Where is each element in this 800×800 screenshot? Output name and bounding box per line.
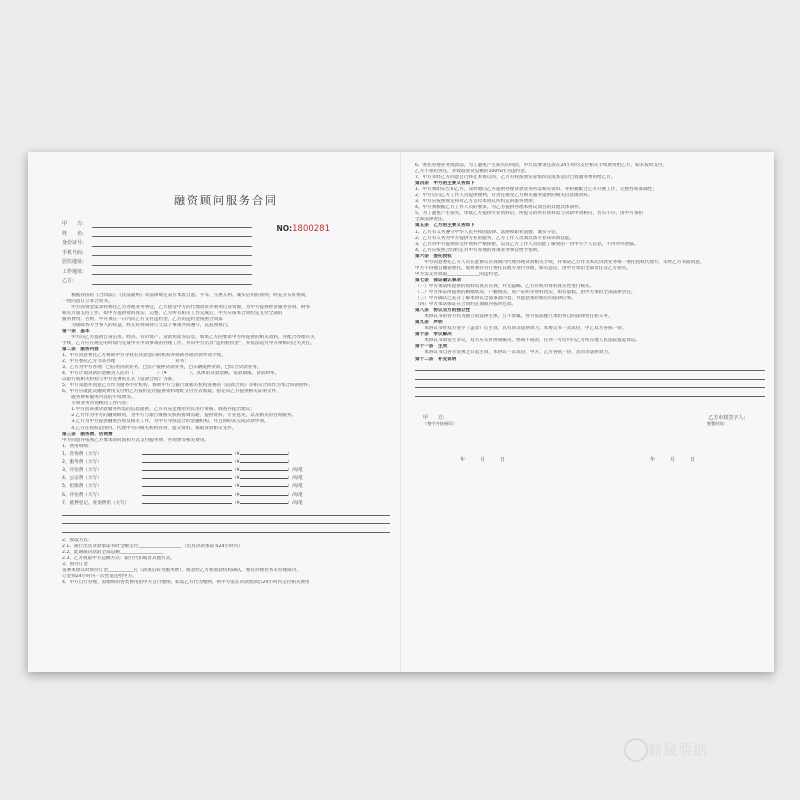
fee-number-field[interactable] [240,482,288,487]
fee-amount-field[interactable] [142,466,232,471]
fee-number-field[interactable] [240,491,288,496]
party-a-sign: 甲 方: [423,414,445,421]
party-field-label: 乙方: [62,278,74,285]
blank-line [62,516,390,525]
clause-line: 2、收取方式： [62,537,93,543]
party-field-label: 居住地址: [62,259,84,266]
party-field-label: 甲 方: [62,221,84,228]
clause-line: 甲方不得擅自撤销委托，或将委托另行委托其他方进行办理，如有违反，由甲方承担全部责任及乙方损失。 [415,265,631,271]
fee-item-row: 4、公证费（大写） （¥ ）/每笔 [62,474,390,482]
blank-line [62,507,390,516]
clause-line: 服务费用；否则，甲方须在一日内向乙方支付违约金，乙方的违约金按照合同第 [62,316,223,322]
clause-line: 2.乙方作为甲方的融资顾问，为甲方与银行或相关机构协调沟通，提供资料、专业意见，以及相关的咨询服务。 [62,413,297,419]
party-field-label: 工作地址: [62,268,84,275]
party-a-note: （签字并按指印） [423,420,457,426]
fee-amount-field[interactable] [142,491,232,496]
clause-line: 3、甲方应按照规定和对乙方支付本协议所约定的服务费用； [415,199,538,205]
blank-line [62,524,390,533]
right-clauses [415,163,765,363]
clause-line: 4、甲方须根据乙方工作人员的要求，为乙方提供办理本协议项目的其他具体条件。 [415,205,584,211]
clause-line: 服务费和服务内容的手续费等。 [62,395,136,401]
clause-line: 1、乙方有义务遵守中华人民共和国法律、法规和职业道德，诚实守信， [415,229,561,235]
fee-item-label: 2、服务费（大写） [62,459,102,465]
fee-number-field[interactable] [240,474,288,479]
clause-line: 2.3、乙方收取甲方总额方式：银行代扣或者其他方式。 [62,555,175,561]
clause-line: 2、乙方有义务为甲方提供专业的服务，乙方工作人员须具备专业知识和技能。 [415,235,575,241]
fee-intro: 1、费用明细： [62,443,93,449]
clause-line: 1.甲方因该项贷款服务所需的信息提供，乙方有充足理由对其进行审核、调查并提出建议； [62,407,255,413]
payment-clauses [62,538,390,586]
blank-line [415,380,765,389]
party-field-line[interactable] [92,259,252,266]
date-b: 年 月 日 [649,456,695,463]
party-field-row [62,247,390,257]
blank-line [415,371,765,380]
clause-line: 第五条 乙方的主要义务如下 [415,223,475,229]
clause-line: 本协议书的各方均为独立的法律主体，互不隶属，各方依法独立承担各自的法律责任和义务。 [415,314,613,320]
clause-line: （三）甲方确认已充分了解本协议全部条款内容，并愿意承担相应的法律后果。 [415,296,576,302]
clause-line: 5、甲方知悉并同意乙方作为服务中介机构，协助甲方与银行或相关机构签署的《借款合同》等相关合同作为本合同的附件。 [62,383,313,389]
clause-line: 第三条 服务费、咨询费 [62,431,113,437]
clause-line: 3、乙方为甲方办理：□信用贷款业务，□房产抵押贷款业务，□车辆抵押贷款，□综合贷款业务。 [62,365,262,371]
fee-number-field[interactable] [240,450,288,455]
fee-amount-field[interactable] [142,450,232,455]
clause-line: （二）甲方保证所提供的婚姻状况、户籍情况、资产证明等资料真实，如有虚假，由甲方承担全部法律责任。 [415,289,636,295]
fee-amount-field[interactable] [142,499,232,504]
clause-line: 专项业务咨询顾问工作内容： [62,401,131,407]
party-field-line[interactable] [92,268,252,275]
fee-item-label: 6、评估费（大写） [62,492,102,498]
party-field-label: 手机号码: [62,249,84,256]
fee-number-field[interactable] [240,466,288,471]
fee-number-field[interactable] [240,499,288,504]
clause-line: 2、甲方委托乙方为其办理 业务： [62,359,189,365]
clause-line: （一）甲方承诺所提供的资料均真实有效，并无隐瞒，乙方有权对资料真实性进行核实。 [415,283,595,289]
clause-line: 根据我国的《合同法》、《民法通则》等法律规定双方本着自愿、平等、互惠互利、诚实信用的原则，经充分友好协商， [62,292,311,298]
party-field-label: 姓 名: [62,230,84,237]
party-field-line[interactable] [92,221,252,228]
clause-line: 甲方同意委托乙方人员在此协议有效期内代理办理贷款相关手续，并承诺乙方作为本次贷款业务唯一委托授权代理方，未经乙方书面同意， [415,259,705,265]
fee-amount-field[interactable] [142,458,232,463]
party-field-line[interactable] [92,230,252,237]
clause-line: （四）甲方承诺保证在合同约定期限内按时还款。 [415,302,517,308]
clause-line: 全部法律责任。 [415,217,448,223]
clause-line: 第八条 协议双方的独立性 [415,308,471,314]
left-clauses [62,293,390,444]
clause-line: 甲方因资金需求特委托乙方办理业务事宜，乙方接受甲方的代理请求并利用自身资源，为甲方提供经济服务咨询、财务 [62,304,311,310]
fee-item-row: 6、评估费（大写） （¥ ）/每笔 [62,491,390,499]
contract-number: NO:1800281 [276,224,330,234]
clause-line: 3、乙方对甲方提供的文件资料严格保密，以及乙方工作人员因此了解到的一切甲方个人信息，不得对外泄露。 [415,241,639,247]
fee-number-field[interactable] [240,458,288,463]
date-a: 年 月 日 [460,456,506,463]
clause-line: 甲方同意并按照乙方要求的时间和方式支付服务费、咨询费等相关费用。 [62,437,210,443]
watermark-logo-icon [624,738,648,762]
fee-item-row: 2、服务费（大写） （¥ ） [62,458,390,466]
fee-item-label: 1、咨询费（大写） [62,451,102,457]
clause-line: 以银行或相关机构与甲方签署的正式《借款合同》为准。 [62,377,177,383]
clause-line: 本协议书自各方签署之日起生效，本协议一式贰份，甲方、乙方各执一份，具同等法律效力。 [415,350,613,356]
clause-line: 6、甲方应就此次融资费用支付给乙方按约定的提供资料地址交付方式收取，指定向乙方提供相关证明文件、 [62,389,281,395]
party-field-row [62,275,390,285]
clause-line: 2.1、银行出具贷款承诺书时全额支付___________________（出具贷款承诺书24小时内） [62,543,243,549]
fee-unit: /每笔 [292,500,303,506]
party-b-sign: 乙方市权签字人: [708,414,745,421]
blank-line [415,388,765,397]
clause-line: 7、甲方未经乙方同意自行终止本协议的，乙方有权按照实际情况及成本追讨已收服务费用给乙方。 [415,175,616,181]
watermark-text: 鼎晟票据 [648,743,708,759]
fee-item-label: 4、公证费（大写） [62,476,102,482]
clause-line: 本协议书经双方签字（盖章）后生效，具有同等法律效力。本协议书一式贰份，甲乙双方各执一份。 [415,326,627,332]
fee-unit: /每笔 [292,484,303,490]
date-row [415,457,765,463]
clause-line: 第二条 服务内容 [62,346,99,352]
clause-line: 甲方向乙方提供自身信用、经济、有价资产、贷款用途等信息，如果乙方的要求甲方所提供的相关资料，并配合办理有关 [62,334,315,340]
fee-unit: /每笔 [292,468,303,474]
clause-line: 第九条 声明 [415,320,443,326]
clause-line: 1、甲方须如实告知乙方，及时地向乙方提供办理贷款业务所需相关资料，并积极配合乙方开展工作，完整性和准确性； [415,187,657,193]
fee-unit: /每笔 [292,492,303,498]
clause-line: 4、甲方计划贷款的金额为人民币（ ）（¥ ）。具体的贷款金额、借款期限、贷款利率， [62,371,280,377]
clause-line: 4.乙方在授权范围内，代理甲方向相关机构咨询、提交资料、领取贷款相关文件。 [62,425,237,431]
party-field-label: 身份证号: [62,240,84,247]
party-field-row [62,218,390,228]
clause-line: 手续，乙方应在规定的时间内完成甲方申请事项的办理工作，并向甲方出具“违约赔偿金”，并依法追究甲方律师的过失责任。 [62,340,315,346]
clause-line: 为保障各方当事人的权益，经友好协商特订立以下事项共同遵守，以兹照执行。 [62,322,232,328]
right-page [415,163,765,463]
fee-item-label: 5、担保费（大写） [62,484,102,490]
clause-line: 第七条 保证确认事项 [415,277,461,283]
clause-line: 2.2、此期限贷款前全部总额___________________ [62,549,164,555]
clause-line: 甲方需支付收取______________的违约金。 [415,271,503,277]
clause-line: 3.乙方为甲方提供融资咨询及相关工作，为甲方寻找适合的金融机构，并且协助其完成贷款申请。 [62,419,269,425]
clause-line: 2、甲方应向乙方工作人员提供便利，有责任接受乙方相关服务提供的相关信息或资料。 [415,193,593,199]
fee-item-label: 3、评估费（大写） [62,468,102,474]
fee-item-row: 3、评估费（大写） （¥ ）/每笔 [62,466,390,474]
clause-line: 6、委托办理业务放款前，为了避免产生损失的风险，甲方需要求还款在24小时内支付相关手续费用给乙方，如未按时支付， [415,163,668,168]
clause-line: 第十二条 补充说明 [415,356,457,362]
clause-line: 4、乙方应按照合同约定对甲方办理的各项业务事宜给予帮助。 [415,247,542,253]
clause-line: 5、为了避免产生损失，审批乙方提供专业资料后，所提交的所有资料需与贷款申请相符，若有不符，由甲方承担 [415,211,644,217]
clause-line: 第一条 基本 [62,328,90,334]
party-b-date-label: 签署时间: [706,420,725,426]
fee-item-row: 7、抵押登记、查询费用（大写） （¥ ）/每笔 [62,499,390,507]
clause-line: 签署本协议时预付订金___________元（款项后转为服务费），或者经乙方和放款机构确认，委托办理业务未办理成功， [62,567,301,573]
clause-line: 第十一条 生效 [415,344,448,350]
clause-line: 相关方面支持工作，如甲方提供资料真实、完整，乙方所有相关工作完成后，甲方应按本合同约定支付全部的 [62,310,283,316]
fee-list [62,450,390,507]
blank-line [415,363,765,372]
fee-amount-field[interactable] [142,474,232,479]
clause-line: 订金须24小时内一次性退还给甲方。 [62,573,137,579]
party-field-line[interactable] [92,240,252,247]
party-field-row [62,237,390,247]
party-field-line[interactable] [92,278,252,285]
clause-line: 乙方不承担责任，并收取放贷总额的100%作为违约金。 [415,169,530,175]
clause-line: 第四条 甲方的主要义务如下 [415,181,475,187]
fee-item-row: 5、担保费（大写） （¥ ）/每笔 [62,482,390,490]
fee-unit: /每笔 [292,476,303,482]
clause-line: 1、甲方同意委托乙方协助甲方寻找有贷款意向的机构并协助办理贷款申请手续。 [62,352,226,358]
fee-item-label: 7、抵押登记、查询费用（大写） [62,500,130,506]
clause-line: 一致同意订立本合同书。 [62,298,113,304]
party-field-row [62,256,390,266]
clause-line: 第六条 委托授权 [415,253,452,259]
party-field-row [62,266,390,276]
clause-line: 3、预付订金 [62,561,88,567]
left-page [62,194,390,586]
party-field-line[interactable] [92,249,252,256]
party-fields [62,218,390,285]
clause-line: 本协议书如发生争议，双方应友好协商解决，协商不成的，任何一方均可向乙方所在地人民法院提起诉讼。 [415,338,641,344]
fee-item-row: 1、咨询费（大写） （¥ ） [62,450,390,458]
clause-line: 4、甲方自行办理、需缴纳的各类费用由甲方自行缴纳，如需乙方代为缴纳，则甲方需在贷款放款后24小时内支付相关费用 [62,579,310,585]
center-fold [400,152,401,672]
fee-amount-field[interactable] [142,482,232,487]
clause-line: 第十条 争议解决 [415,332,452,338]
contract-title: 融资顾问服务合同 [174,194,278,207]
